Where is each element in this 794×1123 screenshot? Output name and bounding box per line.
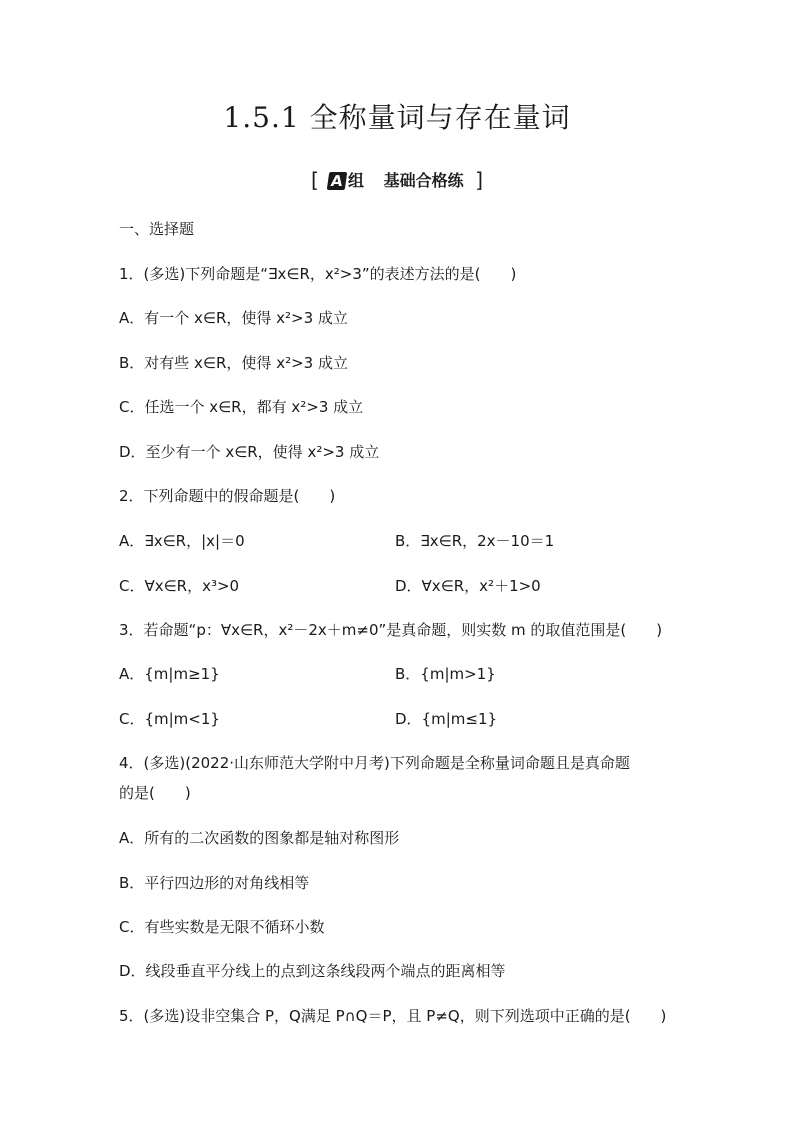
question-1-option-c: C．任选一个 x∈R，都有 x²>3 成立 <box>119 398 364 416</box>
question-5-stem: 5．(多选)设非空集合 P，Q满足 P∩Q＝P，且 P≠Q，则下列选项中正确的是( ) <box>119 1007 667 1025</box>
question-2-option-c: C．∀x∈R，x³>0 <box>119 577 240 595</box>
question-2-option-b: B．∃x∈R，2x－10＝1 <box>395 532 555 550</box>
question-3-option-d: D．{m|m≤1} <box>395 710 498 728</box>
group-header <box>0 168 794 192</box>
question-2-option-a: A．∃x∈R，|x|＝0 <box>119 532 245 550</box>
question-1-option-d: D．至少有一个 x∈R，使得 x²>3 成立 <box>119 443 380 461</box>
question-3-stem: 3．若命题“p：∀x∈R，x²－2x＋m≠0”是真命题，则实数 m 的取值范围是( ) <box>119 621 663 639</box>
question-4-option-c: C．有些实数是无限不循环小数 <box>119 918 325 936</box>
question-1-option-b: B．对有些 x∈R，使得 x²>3 成立 <box>119 354 348 372</box>
question-4-stem-line-1: 4．(多选)(2022·山东师范大学附中月考)下列命题是全称量词命题且是真命题 <box>119 754 630 772</box>
group-name: 组 <box>348 171 365 190</box>
question-4-option-a: A．所有的二次函数的图象都是轴对称图形 <box>119 829 400 847</box>
question-4-option-b: B．平行四边形的对角线相等 <box>119 874 310 892</box>
question-2-option-d: D．∀x∈R，x²＋1>0 <box>395 577 541 595</box>
question-3-option-a: A．{m|m≥1} <box>119 665 220 683</box>
group-text: 基础合格练 <box>383 171 464 190</box>
question-2-stem: 2．下列命题中的假命题是( ) <box>119 487 336 505</box>
question-3-option-c: C．{m|m<1} <box>119 710 220 728</box>
question-4-stem-line-2: 的是( ) <box>119 784 191 802</box>
question-1-option-a: A．有一个 x∈R，使得 x²>3 成立 <box>119 309 348 327</box>
section-heading: 一、选择题 <box>119 220 195 238</box>
question-4-option-d: D．线段垂直平分线上的点到这条线段两个端点的距离相等 <box>119 962 506 980</box>
page-title: 1.5.1 全称量词与存在量词 <box>223 101 571 134</box>
group-badge: A <box>327 172 347 190</box>
question-1-stem: 1．(多选)下列命题是“∃x∈R，x²>3”的表述方法的是( ) <box>119 265 517 283</box>
question-3-option-b: B．{m|m>1} <box>395 665 496 683</box>
left-bracket: [ <box>311 168 319 192</box>
right-bracket: ] <box>475 168 483 192</box>
